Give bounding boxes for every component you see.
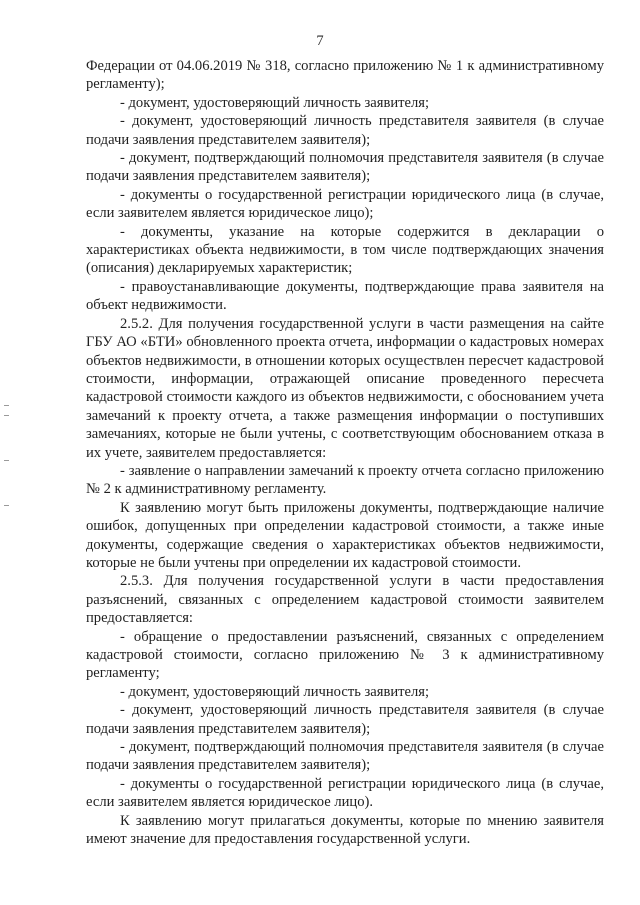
paragraph-continuation: Федерации от 04.06.2019 № 318, согласно приложению № 1 к административному регламенту); bbox=[86, 58, 604, 93]
list-item: - документы, указание на которые содержится в декларации о характеристиках объекта недвижимости, в том числе подтверждающих значения (описания) декларируемых характеристик; bbox=[86, 223, 604, 277]
list-item: - правоустанавливающие документы, подтверждающие права заявителя на объект недвижимости. bbox=[86, 278, 604, 314]
margin-mark bbox=[4, 505, 9, 506]
list-item: - документ, удостоверяющий личность представителя заявителя (в случае подачи заявления представителем заявителя); bbox=[86, 113, 604, 148]
list-item: - обращение о предоставлении разъяснений, связанных с определением кадастровой стоимости, согласно приложению № 3 к административному регламенту; bbox=[86, 628, 604, 682]
list-item: - документ, удостоверяющий личность заявителя; bbox=[120, 683, 430, 700]
margin-mark bbox=[4, 460, 9, 461]
clause-2-5-2: 2.5.2. Для получения государственной услуги в части размещения на сайте ГБУ АО «БТИ» обновленного проекта отчета, информации о кадастровых номерах объектов недвижимости, в отношении которых осуществлен пересчет кадастровой стоимости, информации, отражающей описание проведенного пересчета кадастровой стоимости каждого из объектов недвижимости, с обоснованием учета замечаний к проекту отчета, а также размещения информации о поступивших замечаниях, которые не были учтены, с соответствующим обоснованием отказа в их учете, заявителем предоставляется: bbox=[86, 315, 604, 461]
paragraph: К заявлению могут быть приложены документы, подтверждающие наличие ошибок, допущенных при определении кадастровой стоимости, а также иные документы, содержащие сведения о характеристиках объектов недвижимости, которые не были учтены при определении их кадастровой стоимости. bbox=[86, 499, 604, 571]
margin-marks bbox=[0, 405, 14, 525]
list-item: - документ, удостоверяющий личность заявителя; bbox=[120, 94, 430, 111]
list-item: - документы о государственной регистрации юридического лица (в случае, если заявителем является юридическое лицо); bbox=[86, 186, 604, 222]
list-item: - документ, подтверждающий полномочия представителя заявителя (в случае подачи заявления представителем заявителя); bbox=[86, 739, 604, 774]
list-item: - заявление о направлении замечаний к проекту отчета согласно приложению № 2 к административному регламенту. bbox=[86, 462, 604, 498]
paragraph: К заявлению могут прилагаться документы, которые по мнению заявителя имеют значение для предоставления государственной услуги. bbox=[86, 812, 604, 848]
list-item: - документ, удостоверяющий личность представителя заявителя (в случае подачи заявления представителем заявителя); bbox=[86, 702, 604, 737]
page-number: 7 bbox=[316, 33, 324, 49]
list-item: - документы о государственной регистрации юридического лица (в случае, если заявителем является юридическое лицо). bbox=[86, 775, 604, 811]
list-item: - документ, подтверждающий полномочия представителя заявителя (в случае подачи заявления представителем заявителя); bbox=[86, 150, 604, 185]
document-body bbox=[86, 57, 604, 848]
margin-mark bbox=[4, 415, 9, 416]
clause-2-5-3: 2.5.3. Для получения государственной услуги в части предоставления разъяснений, связанных с определением кадастровой стоимости заявителем предоставляется: bbox=[86, 573, 604, 627]
margin-mark bbox=[4, 405, 9, 406]
